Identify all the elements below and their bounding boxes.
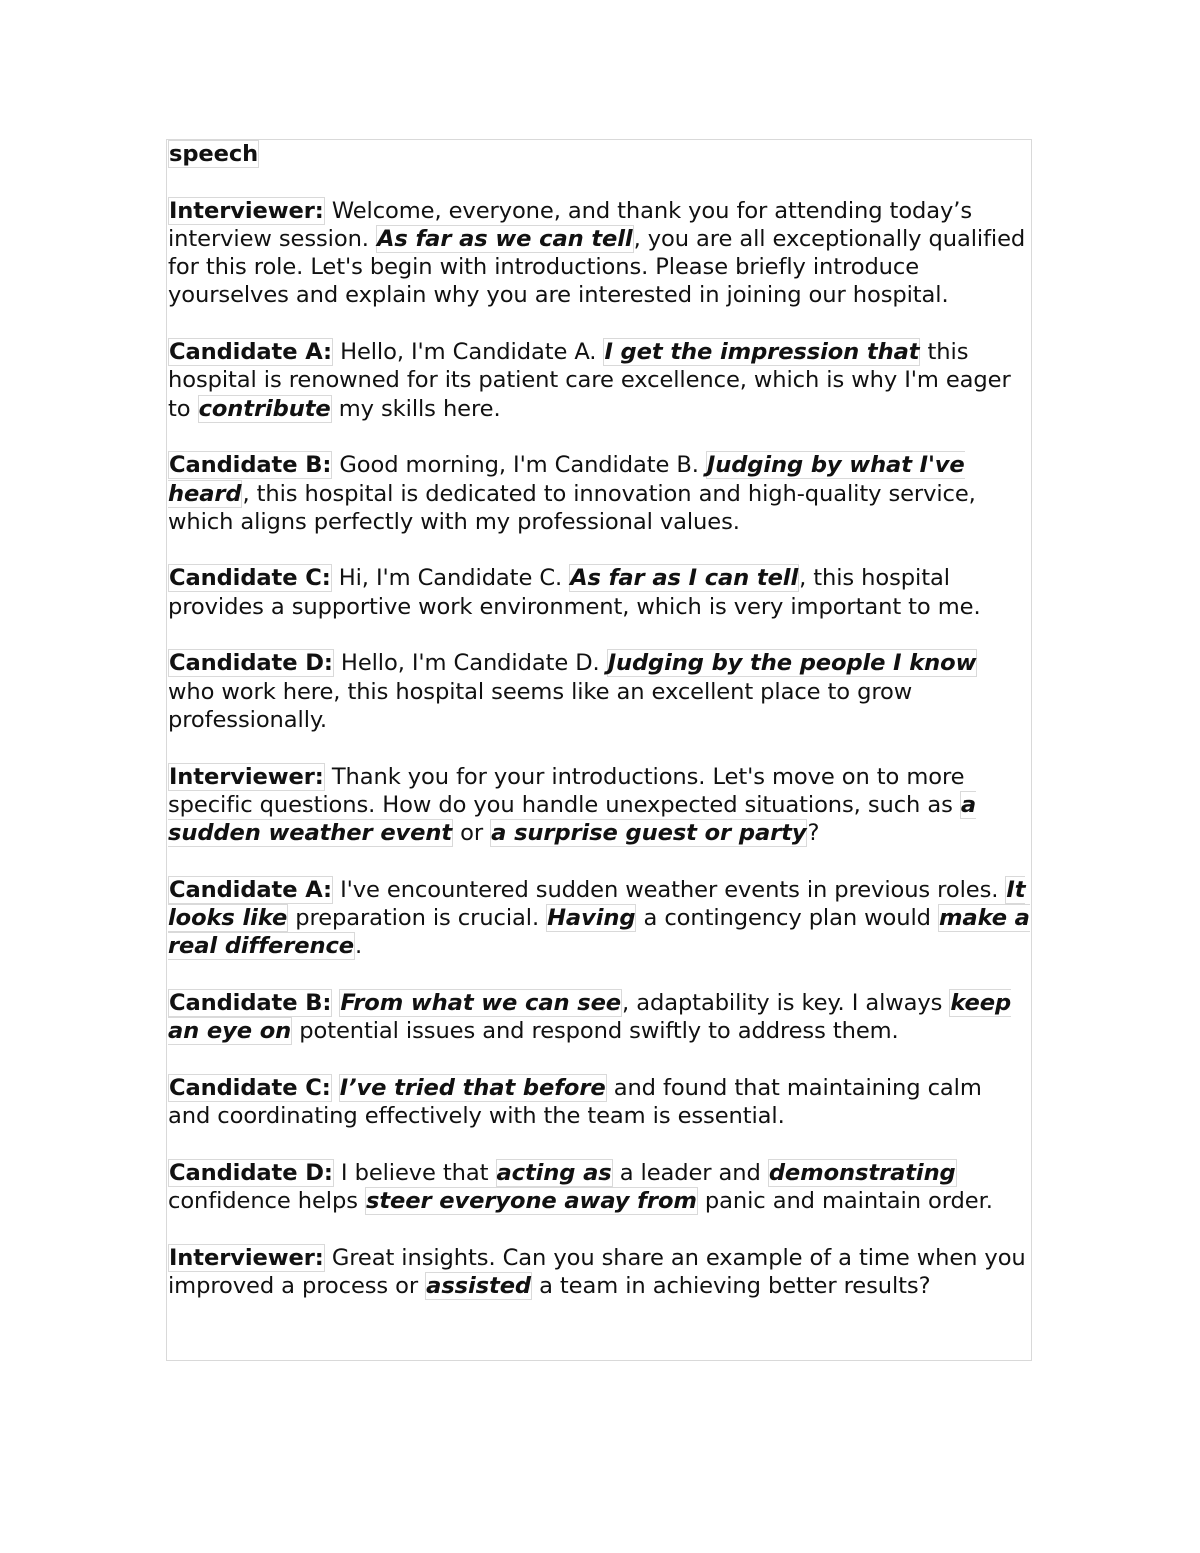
- speaker-label: Interviewer:: [169, 197, 324, 224]
- dialogue-text: potential issues and respond swiftly to address them.: [292, 1018, 899, 1045]
- document-title: [168, 140, 1030, 168]
- highlighted-phrase: It looks like: [168, 876, 1026, 932]
- dialogue-text: I believe that: [333, 1159, 496, 1186]
- document-body: [168, 140, 1030, 1328]
- dialogue-paragraph: [168, 564, 1030, 621]
- highlighted-phrase: Having: [547, 905, 636, 932]
- dialogue-paragraph: [168, 763, 1030, 848]
- dialogue-text: Hello, I'm Candidate A.: [332, 339, 604, 366]
- dialogue-text: a contingency plan would: [636, 905, 938, 932]
- dialogue-text: ?: [807, 820, 820, 847]
- dialogue-text: Good morning, I'm Candidate B.: [332, 452, 706, 479]
- dialogue-text: Welcome, everyone, and thank you for attending today’s interview session.: [168, 197, 973, 252]
- speaker-label: Candidate C:: [169, 1074, 331, 1101]
- dialogue-paragraph: [168, 876, 1030, 961]
- highlighted-phrase: I’ve tried that before: [339, 1074, 606, 1101]
- dialogue-text: , this hospital provides a supportive work environment, which is very important to me.: [168, 565, 981, 620]
- highlighted-phrase: I get the impression that: [604, 339, 920, 366]
- dialogue-text: my skills here.: [331, 395, 501, 422]
- dialogue-text: Hi, I'm Candidate C.: [331, 565, 570, 592]
- dialogue-text: Great insights. Can you share an example of a time when you improved a process or: [168, 1244, 1026, 1299]
- dialogue-text: , this hospital is dedicated to innovation and high-quality service, which aligns perfectly with my professional values.: [168, 480, 976, 535]
- dialogue-text: and found that maintaining calm and coordinating effectively with the team is essential.: [168, 1074, 982, 1130]
- dialogue-paragraph: [168, 1244, 1030, 1301]
- dialogue-text: confidence helps: [168, 1187, 365, 1214]
- dialogue-text: I've encountered sudden weather events in previous roles.: [332, 876, 1006, 903]
- dialogue-paragraph: [168, 451, 1030, 536]
- dialogue-text: or: [453, 820, 491, 847]
- dialogue-paragraph: [168, 649, 1030, 734]
- dialogue-text: , adaptability is key. I always: [622, 989, 950, 1016]
- highlighted-phrase: As far as we can tell: [376, 225, 633, 252]
- dialogue-paragraph: [168, 1074, 1030, 1131]
- dialogue-text: Thank you for your introductions. Let's move on to more specific questions. How do you handle unexpected situations, such as: [168, 763, 965, 818]
- dialogue-text: a leader and: [612, 1159, 768, 1186]
- dialogue-text: preparation is crucial.: [288, 905, 547, 932]
- highlighted-phrase: a surprise guest or party: [491, 820, 807, 847]
- highlighted-phrase: From what we can see: [340, 989, 622, 1016]
- highlighted-phrase: keep an eye on: [168, 989, 1012, 1045]
- dialogue-text: this hospital is renowned for its patient care excellence, which is why I'm eager to: [168, 339, 1011, 422]
- speaker-label: Candidate D:: [169, 1159, 333, 1186]
- highlighted-phrase: a sudden weather event: [168, 791, 977, 847]
- highlighted-phrase: demonstrating: [768, 1159, 956, 1186]
- dialogue-text: [332, 1075, 339, 1101]
- dialogue-paragraph: [168, 197, 1030, 310]
- dialogue-text: a team in achieving better results?: [532, 1272, 931, 1299]
- speaker-label: Interviewer:: [169, 763, 324, 790]
- dialogue-text: .: [355, 933, 363, 960]
- highlighted-phrase: make a real difference: [168, 905, 1030, 960]
- dialogue-text: panic and maintain order.: [697, 1187, 993, 1214]
- dialogue-paragraph: [168, 1159, 1030, 1216]
- document-title-text: speech: [169, 141, 259, 167]
- speaker-label: Candidate D:: [169, 650, 333, 677]
- highlighted-phrase: As far as I can tell: [570, 565, 799, 592]
- highlighted-phrase: assisted: [426, 1272, 532, 1299]
- dialogue-text: , you are all exceptionally qualified for this role. Let's begin with introductions. Please briefly introduce yourselves and explain why you are interested in joining our hospital.: [168, 225, 1026, 309]
- speaker-label: Candidate B:: [169, 452, 332, 479]
- highlighted-phrase: Judging by the people I know: [607, 650, 977, 677]
- speaker-label: Candidate B:: [169, 989, 332, 1016]
- dialogue-paragraph: [168, 338, 1030, 423]
- speaker-label: Candidate A:: [169, 339, 332, 366]
- highlighted-phrase: contribute: [198, 395, 331, 422]
- dialogue-text: Hello, I'm Candidate D.: [333, 650, 607, 677]
- speaker-label: Candidate A:: [169, 876, 332, 903]
- highlighted-phrase: acting as: [496, 1159, 612, 1186]
- dialogue-text: who work here, this hospital seems like an excellent place to grow professionally.: [168, 678, 913, 733]
- speaker-label: Candidate C:: [169, 565, 331, 592]
- dialogue: [168, 197, 1030, 1301]
- speaker-label: Interviewer:: [169, 1244, 324, 1271]
- highlighted-phrase: Judging by what I've heard: [168, 452, 965, 507]
- dialogue-paragraph: [168, 989, 1030, 1046]
- highlighted-phrase: steer everyone away from: [365, 1187, 697, 1214]
